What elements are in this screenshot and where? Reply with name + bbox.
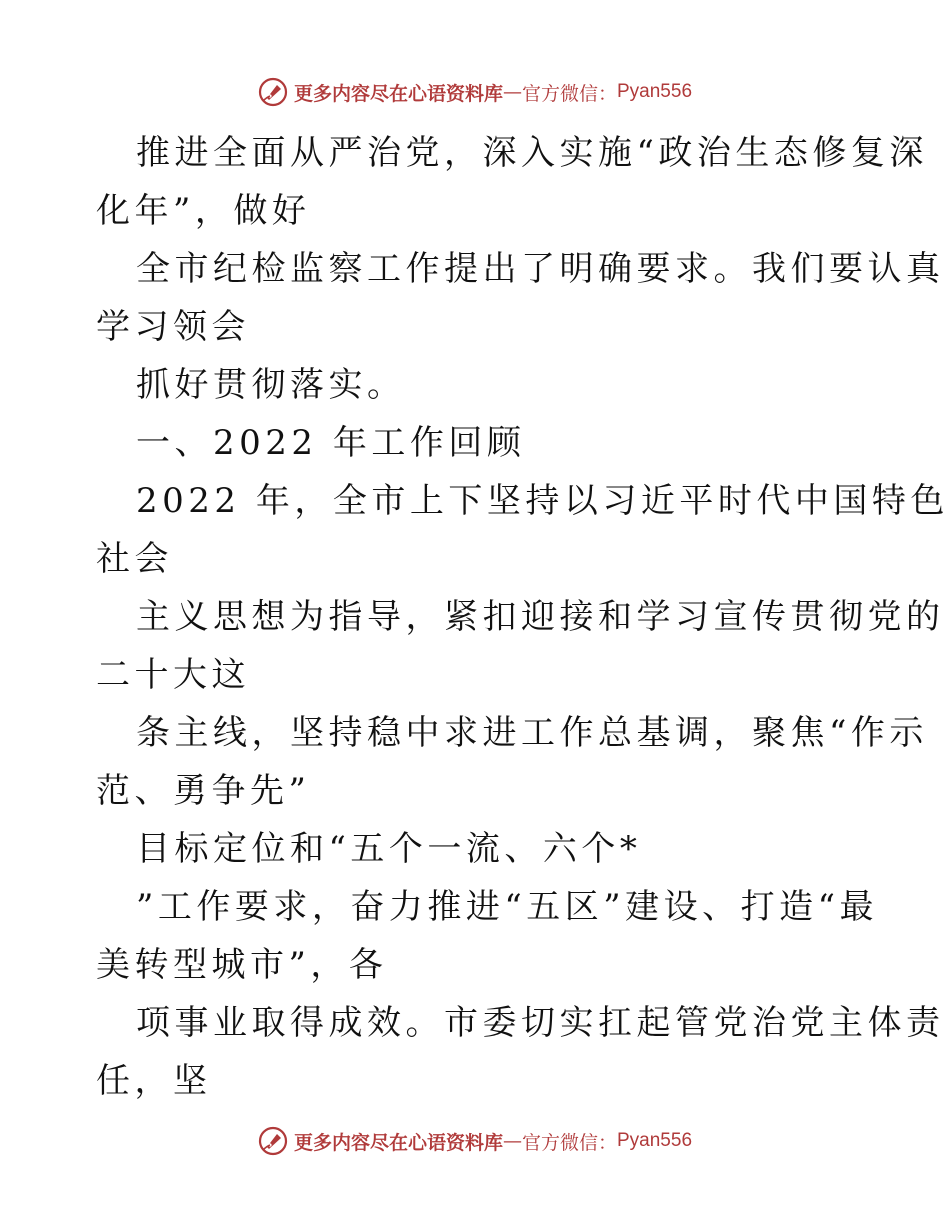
document-line: 主义思想为指导，紧扣迎接和学习宣传贯彻党的	[136, 597, 945, 637]
footer-account-id: Pyan556	[617, 1130, 693, 1151]
document-line: 社会	[96, 539, 173, 579]
footer-official-label: 官方微信：	[521, 1131, 617, 1154]
header-separator: —	[502, 81, 522, 103]
document-line: ”工作要求，奋力推进“五区”建设、打造“最	[136, 887, 879, 927]
document-line: 抓好贯彻落实。	[136, 365, 406, 405]
document-line: 目标定位和“五个一流、六个*	[136, 829, 642, 869]
section-heading: 一、2022 年工作回顾	[136, 423, 526, 463]
header-watermark-banner	[0, 72, 950, 112]
document-line: 范、勇争先”	[96, 771, 311, 811]
header-official-label: 官方微信：	[521, 82, 617, 105]
document-line: 二十大这	[96, 655, 250, 695]
document-line: 2022 年，全市上下坚持以习近平时代中国特色	[136, 481, 949, 521]
document-line: 化年”，做好	[96, 191, 311, 231]
document-line: 全市纪检监察工作提出了明确要求。我们要认真	[136, 249, 945, 289]
footer-watermark-banner	[0, 1121, 950, 1161]
document-line: 条主线，坚持稳中求进工作总基调，聚焦“作示	[136, 713, 928, 753]
document-line: 项事业取得成效。市委切实扛起管党治党主体责	[136, 1003, 945, 1043]
header-brand-text: 更多内容尽在心语资料库	[293, 82, 503, 105]
document-line: 美转型城市”，各	[96, 945, 388, 985]
pen-nib-logo-icon	[258, 1126, 288, 1156]
header-account-id: Pyan556	[617, 81, 693, 102]
document-line: 推进全面从严治党，深入实施“政治生态修复深	[136, 133, 928, 173]
footer-separator: —	[502, 1130, 522, 1152]
pen-nib-logo-icon	[258, 77, 288, 107]
footer-brand-text: 更多内容尽在心语资料库	[293, 1131, 503, 1154]
document-line: 学习领会	[96, 307, 250, 347]
document-line: 任，坚	[96, 1061, 212, 1101]
document-body	[96, 124, 949, 1110]
